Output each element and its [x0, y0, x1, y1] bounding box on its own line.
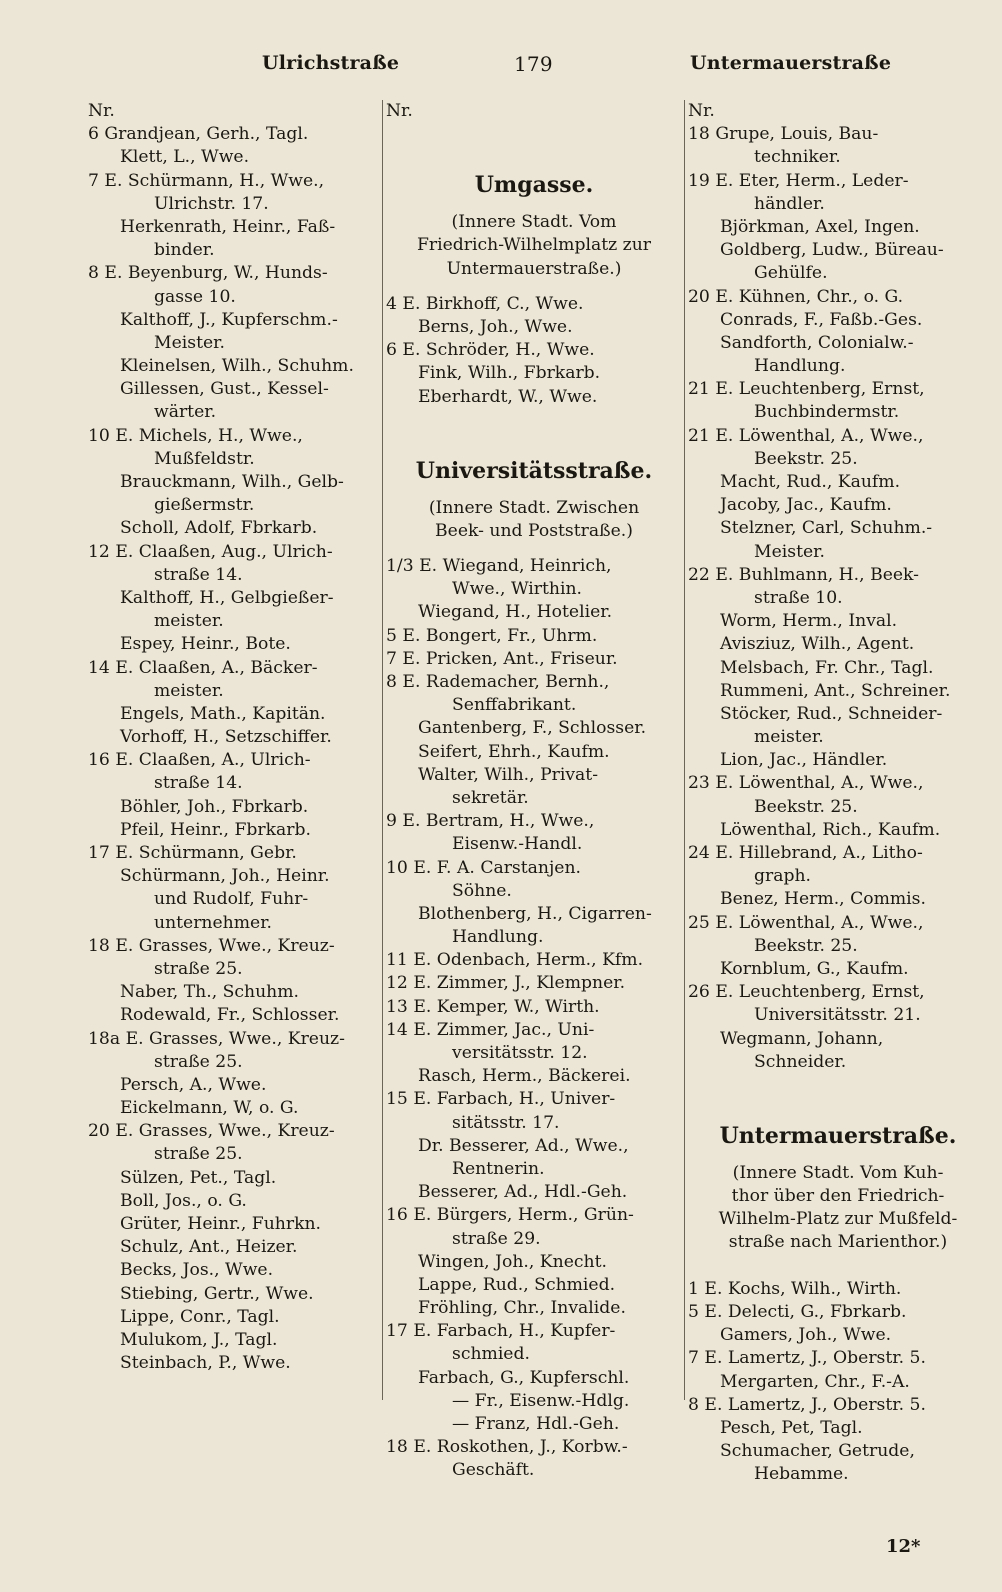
running-head-left: Ulrichstraße — [262, 52, 400, 74]
list-item: Björkman, Axel, Ingen. — [720, 216, 920, 237]
section-description: straße nach Marienthor.) — [728, 1232, 948, 1253]
list-item: gasse 10. — [154, 286, 236, 307]
list-item: graph. — [754, 866, 812, 887]
list-item: Geschäft. — [452, 1460, 535, 1481]
list-item: Böhler, Joh., Fbrkarb. — [120, 796, 309, 817]
list-item: sekretär. — [452, 787, 529, 808]
list-item: 15 E. Farbach, H., Univer- — [386, 1089, 616, 1110]
section-title: Universitätsstraße. — [415, 457, 653, 484]
list-item: straße 14. — [154, 773, 243, 794]
list-item: Wegmann, Johann, — [720, 1028, 884, 1049]
list-item: binder. — [154, 240, 215, 261]
list-item: 13 E. Kemper, W., Wirth. — [386, 996, 600, 1017]
list-item: versitätsstr. 12. — [452, 1043, 588, 1063]
list-item: Kornblum, G., Kaufm. — [720, 958, 909, 979]
list-item: Universitätsstr. 21. — [754, 1005, 921, 1026]
list-item: Ulrichstr. 17. — [154, 193, 269, 214]
list-item: Pesch, Pet, Tagl. — [720, 1417, 863, 1438]
list-item: 12 E. Zimmer, J., Klempner. — [386, 973, 626, 994]
list-item: 17 E. Schürmann, Gebr. — [88, 843, 297, 863]
list-item: Brauckmann, Wilh., Gelb- — [120, 472, 344, 492]
list-item: 12 E. Claaßen, Aug., Ulrich- — [88, 541, 333, 562]
list-item: Engels, Math., Kapitän. — [120, 703, 326, 724]
list-item: Sandforth, Colonialw.- — [720, 332, 914, 353]
list-item: 16 E. Bürgers, Herm., Grün- — [386, 1205, 634, 1226]
list-item: Stelzner, Carl, Schuhm.- — [720, 518, 933, 539]
list-item: Nr. — [88, 101, 115, 121]
list-item: Schulz, Ant., Heizer. — [120, 1237, 298, 1258]
list-item: Stiebing, Gertr., Wwe. — [120, 1283, 314, 1304]
list-item: Meister. — [154, 332, 225, 353]
column-divider — [684, 100, 685, 1400]
list-item: wärter. — [154, 402, 217, 423]
list-item: Nr. — [688, 101, 715, 121]
list-item: — Franz, Hdl.-Geh. — [452, 1414, 620, 1434]
section-description: Wilhelm-Platz zur Mußfeld- — [718, 1209, 958, 1230]
list-item: Gehülfe. — [754, 263, 828, 284]
list-item: Beekstr. 25. — [754, 796, 858, 817]
section-description: Beek- und Poststraße.) — [435, 520, 633, 541]
list-item: 4 E. Birkhoff, C., Wwe. — [386, 293, 584, 314]
list-item: meister. — [754, 727, 824, 748]
list-item: Worm, Herm., Inval. — [720, 611, 898, 632]
list-item: Kalthoff, J., Kupferschm.- — [120, 309, 338, 330]
list-item: Vorhoff, H., Setzschiffer. — [120, 727, 332, 748]
list-item: Eisenw.-Handl. — [452, 834, 583, 855]
list-item: händler. — [754, 193, 825, 214]
list-item: 14 E. Claaßen, A., Bäcker- — [88, 657, 318, 678]
list-item: Naber, Th., Schuhm. — [120, 982, 300, 1003]
list-item: Söhne. — [452, 880, 512, 901]
signature-mark: 12* — [886, 1536, 921, 1557]
list-item: Becks, Jos., Wwe. — [120, 1260, 274, 1281]
list-item: 20 E. Kühnen, Chr., o. G. — [688, 286, 904, 307]
section-title: Umgasse. — [474, 172, 594, 199]
list-item: Eickelmann, W, o. G. — [120, 1098, 299, 1119]
list-item: 7 E. Schürmann, H., Wwe., — [88, 170, 325, 191]
running-head-right: Untermauerstraße — [690, 52, 892, 74]
list-item: Schumacher, Getrude, — [720, 1441, 915, 1462]
list-item: 8 E. Lamertz, J., Oberstr. 5. — [688, 1394, 926, 1415]
list-item: unternehmer. — [154, 912, 273, 933]
list-item: Gantenberg, F., Schlosser. — [418, 718, 647, 739]
list-item: 1 E. Kochs, Wilh., Wirth. — [688, 1278, 902, 1299]
list-item: straße 14. — [154, 564, 243, 585]
list-item: Scholl, Adolf, Fbrkarb. — [120, 518, 318, 539]
page-header — [0, 52, 1002, 86]
list-item: 25 E. Löwenthal, A., Wwe., — [688, 912, 924, 933]
list-item: Wwe., Wirthin. — [452, 579, 583, 600]
list-item: 14 E. Zimmer, Jac., Uni- — [386, 1019, 595, 1040]
section-description: (Innere Stadt. Vom — [451, 212, 617, 233]
list-item: 18 E. Grasses, Wwe., Kreuz- — [88, 935, 335, 956]
list-item: Persch, A., Wwe. — [120, 1074, 267, 1095]
list-item: Buchbindermstr. — [754, 402, 900, 423]
list-item: Sülzen, Pet., Tagl. — [120, 1167, 277, 1188]
list-item: 21 E. Leuchtenberg, Ernst, — [688, 379, 925, 400]
list-item: Kalthoff, H., Gelbgießer- — [120, 587, 334, 608]
section-description: (Innere Stadt. Zwischen — [428, 497, 640, 518]
list-item: 16 E. Claaßen, A., Ulrich- — [88, 750, 311, 771]
list-item: Meister. — [754, 541, 825, 562]
list-item: Lappe, Rud., Schmied. — [418, 1274, 616, 1295]
list-item: 18 E. Roskothen, J., Korbw.- — [386, 1437, 628, 1458]
list-item: 18a E. Grasses, Wwe., Kreuz- — [88, 1028, 345, 1049]
list-item: 1/3 E. Wiegand, Heinrich, — [386, 556, 612, 577]
section-description: Untermauerstraße.) — [446, 258, 622, 279]
list-item: straße 25. — [154, 958, 243, 979]
list-item: 8 E. Beyenburg, W., Hunds- — [88, 263, 328, 284]
list-item: Beekstr. 25. — [754, 935, 858, 956]
list-item: Hebamme. — [754, 1464, 849, 1485]
list-item: 6 E. Schröder, H., Wwe. — [386, 340, 595, 361]
list-item: 18 Grupe, Louis, Bau- — [688, 124, 879, 145]
list-item: gießermstr. — [154, 495, 255, 516]
list-item: 21 E. Löwenthal, A., Wwe., — [688, 425, 924, 446]
column-3 — [688, 100, 988, 1487]
list-item: 10 E. Michels, H., Wwe., — [88, 425, 303, 446]
list-item: Farbach, G., Kupferschl. — [418, 1367, 630, 1388]
list-item: 6 Grandjean, Gerh., Tagl. — [88, 124, 309, 145]
list-item: Beekstr. 25. — [754, 448, 858, 469]
column-1 — [88, 100, 380, 1375]
list-item: Dr. Besserer, Ad., Wwe., — [418, 1135, 629, 1156]
list-item: Rodewald, Fr., Schlosser. — [120, 1005, 340, 1026]
list-item: 8 E. Rademacher, Bernh., — [386, 672, 610, 692]
section-description: (Innere Stadt. Vom Kuh- — [732, 1162, 944, 1183]
list-item: Nr. — [386, 101, 413, 121]
list-item: Conrads, F., Faßb.-Ges. — [720, 309, 923, 330]
list-item: Eberhardt, W., Wwe. — [418, 386, 598, 407]
list-item: Klett, L., Wwe. — [120, 147, 250, 168]
list-item: straße 29. — [452, 1228, 541, 1249]
list-item: Fink, Wilh., Fbrkarb. — [418, 363, 601, 384]
list-item: — Fr., Eisenw.-Hdlg. — [452, 1390, 630, 1411]
list-item: Mergarten, Chr., F.-A. — [720, 1371, 910, 1392]
list-item: 9 E. Bertram, H., Wwe., — [386, 811, 595, 832]
list-item: Berns, Joh., Wwe. — [418, 316, 573, 337]
list-item: straße 25. — [154, 1051, 243, 1072]
list-item: Wingen, Joh., Knecht. — [418, 1251, 607, 1272]
list-item: 19 E. Eter, Herm., Leder- — [688, 170, 909, 191]
list-item: 7 E. Pricken, Ant., Friseur. — [386, 648, 618, 669]
list-item: meister. — [154, 680, 224, 701]
list-item: Fröhling, Chr., Invalide. — [418, 1298, 626, 1319]
list-item: straße 25. — [154, 1144, 243, 1165]
list-item: 5 E. Bongert, Fr., Uhrm. — [386, 625, 598, 646]
list-item: Rasch, Herm., Bäckerei. — [418, 1066, 631, 1087]
list-item: 11 E. Odenbach, Herm., Kfm. — [386, 950, 644, 971]
list-item: Löwenthal, Rich., Kaufm. — [720, 819, 941, 840]
section-description: Friedrich-Wilhelmplatz zur — [417, 235, 651, 256]
list-item: Gamers, Joh., Wwe. — [720, 1325, 892, 1346]
list-item: Walter, Wilh., Privat- — [418, 764, 599, 785]
list-item: schmied. — [452, 1344, 530, 1365]
list-item: Jacoby, Jac., Kaufm. — [720, 495, 892, 516]
list-item: Espey, Heinr., Bote. — [120, 634, 291, 655]
list-item: 10 E. F. A. Carstanjen. — [386, 857, 582, 878]
list-item: 5 E. Delecti, G., Fbrkarb. — [688, 1302, 907, 1322]
list-item: Benez, Herm., Commis. — [720, 889, 926, 910]
list-item: Grüter, Heinr., Fuhrkn. — [120, 1214, 322, 1234]
list-item: und Rudolf, Fuhr- — [154, 889, 309, 910]
list-item: meister. — [154, 611, 224, 632]
list-item: Macht, Rud., Kaufm. — [720, 472, 901, 492]
list-item: 22 E. Buhlmann, H., Beek- — [688, 564, 919, 585]
list-item: Lion, Jac., Händler. — [720, 750, 888, 771]
list-item: Kleinelsen, Wilh., Schuhm. — [120, 356, 354, 377]
list-item: Wiegand, H., Hotelier. — [418, 602, 613, 623]
list-item: Avisziuz, Wilh., Agent. — [720, 634, 915, 655]
list-item: Herkenrath, Heinr., Faß- — [120, 216, 336, 237]
list-item: Senffabrikant. — [452, 695, 577, 716]
list-item: Schürmann, Joh., Heinr. — [120, 866, 330, 887]
list-item: Mußfeldstr. — [154, 448, 255, 469]
list-item: Melsbach, Fr. Chr., Tagl. — [720, 657, 934, 678]
list-item: Goldberg, Ludw., Büreau- — [720, 240, 944, 261]
list-item: straße 10. — [754, 587, 843, 608]
list-item: 26 E. Leuchtenberg, Ernst, — [688, 982, 925, 1003]
list-item: sitätsstr. 17. — [452, 1112, 560, 1133]
list-item: Lippe, Conr., Tagl. — [120, 1306, 280, 1327]
list-item: 7 E. Lamertz, J., Oberstr. 5. — [688, 1348, 926, 1369]
list-item: Stöcker, Rud., Schneider- — [720, 703, 943, 724]
section-title: Untermauerstraße. — [719, 1122, 957, 1149]
list-item: 20 E. Grasses, Wwe., Kreuz- — [88, 1121, 335, 1142]
list-item: 17 E. Farbach, H., Kupfer- — [386, 1321, 616, 1342]
list-item: Besserer, Ad., Hdl.-Geh. — [418, 1182, 628, 1203]
list-item: Blothenberg, H., Cigarren- — [418, 903, 652, 924]
list-item: techniker. — [754, 147, 841, 168]
list-item: Steinbach, P., Wwe. — [120, 1353, 291, 1374]
list-item: Handlung. — [754, 356, 846, 377]
column-2 — [386, 100, 682, 1483]
list-item: Gillessen, Gust., Kessel- — [120, 379, 329, 400]
section-description: thor über den Friedrich- — [731, 1186, 945, 1207]
list-item: Handlung. — [452, 927, 544, 948]
list-item: 23 E. Löwenthal, A., Wwe., — [688, 773, 924, 794]
list-item: Mulukom, J., Tagl. — [120, 1329, 278, 1350]
list-item: Rummeni, Ant., Schreiner. — [720, 680, 951, 701]
list-item: Rentnerin. — [452, 1158, 545, 1179]
page-number: 179 — [514, 52, 553, 76]
list-item: Schneider. — [754, 1051, 847, 1072]
list-item: Seifert, Ehrh., Kaufm. — [418, 741, 610, 762]
list-item: Boll, Jos., o. G. — [120, 1190, 247, 1211]
list-item: 24 E. Hillebrand, A., Litho- — [688, 843, 923, 863]
list-item: Pfeil, Heinr., Fbrkarb. — [120, 819, 311, 840]
column-divider — [382, 100, 383, 1400]
